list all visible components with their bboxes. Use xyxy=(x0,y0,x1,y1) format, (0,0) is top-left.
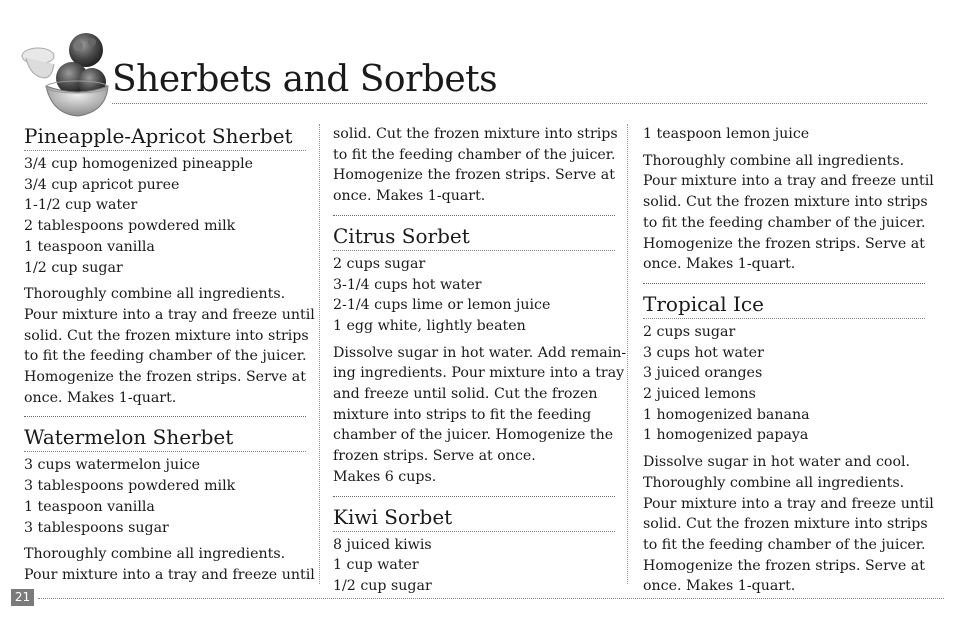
method-line: Thoroughly combine all ingredients. xyxy=(643,474,905,491)
method-line: solid. Cut the frozen mixture into strips xyxy=(643,194,928,211)
method-line: Thoroughly combine all ingredients. xyxy=(643,152,905,169)
method-line: solid. Cut the frozen mixture into strips xyxy=(643,516,928,533)
method-line: Pour mixture into a tray and freeze until xyxy=(24,306,315,323)
recipe-tropical-ice xyxy=(643,291,934,597)
column-3 xyxy=(643,124,934,597)
method-line: to fit the feeding chamber of the juicer. xyxy=(24,348,307,365)
ingredient-list xyxy=(643,322,925,446)
ingredient: 3 tablespoons powdered milk xyxy=(24,478,236,495)
recipe-title: Watermelon Sherbet xyxy=(24,425,306,452)
method-line: chamber of the juicer. Homogenize the xyxy=(333,427,614,444)
sherbet-bowl-image xyxy=(16,28,112,118)
title-divider xyxy=(112,103,927,104)
ingredient: 1 homogenized papaya xyxy=(643,427,809,444)
ingredient: 2 juiced lemons xyxy=(643,386,756,403)
ingredient: 1 homogenized banana xyxy=(643,406,810,423)
recipe-title: Pineapple-Apricot Sherbet xyxy=(24,124,306,151)
method-line: solid. Cut the frozen mixture into strips xyxy=(24,327,309,344)
recipe-citrus-sorbet xyxy=(333,223,627,488)
ingredient: 2 cups sugar xyxy=(643,323,736,340)
ingredient: 1 teaspoon vanilla xyxy=(24,498,155,515)
page-number: 21 xyxy=(11,589,34,606)
recipe-divider xyxy=(333,496,615,497)
recipe-kiwi-sorbet xyxy=(333,505,615,597)
method-line: Dissolve sugar in hot water. Add remain- xyxy=(333,344,627,361)
method-line: Homogenize the frozen strips. Serve at xyxy=(643,557,925,574)
method-line: Homogenize the frozen strips. Serve at xyxy=(333,167,615,184)
column-separator xyxy=(627,124,628,584)
method-line: once. Makes 1-quart. xyxy=(24,389,177,406)
ingredient: 3/4 cup homogenized pineapple xyxy=(24,156,254,172)
column-2 xyxy=(333,124,627,603)
ingredient: 1-1/2 cup water xyxy=(24,197,138,214)
method-line: mixture into strips to fit the feeding xyxy=(333,406,592,423)
ingredient: 1 cup water xyxy=(333,557,419,574)
method-line: once. Makes 1-quart. xyxy=(643,256,796,273)
recipe-method xyxy=(333,343,627,488)
recipe-pineapple-apricot-sherbet xyxy=(24,124,315,408)
recipe-method xyxy=(24,544,315,585)
method-line: Homogenize the frozen strips. Serve at xyxy=(643,235,925,252)
method-line: Thoroughly combine all ingredients. xyxy=(24,546,286,563)
method-line: Pour mixture into a tray and freeze until xyxy=(643,495,934,512)
ingredient: 1/2 cup sugar xyxy=(333,577,432,594)
ingredient: 3 cups watermelon juice xyxy=(24,457,200,474)
recipe-method xyxy=(643,151,934,275)
ingredient-list xyxy=(333,535,615,597)
method-line: Makes 6 cups. xyxy=(333,468,437,485)
method-line: solid. Cut the frozen mixture into strips xyxy=(333,126,618,142)
recipe-title: Kiwi Sorbet xyxy=(333,505,615,532)
ingredient: 3-1/4 cups hot water xyxy=(333,276,482,293)
recipe-title: Citrus Sorbet xyxy=(333,224,615,251)
ingredient: 1/2 cup sugar xyxy=(24,259,123,276)
ingredient: 1 teaspoon vanilla xyxy=(24,238,155,255)
recipe-divider xyxy=(643,283,925,284)
column-separator xyxy=(319,124,320,584)
recipe-method xyxy=(643,452,934,597)
column-1 xyxy=(24,124,315,586)
method-line: Homogenize the frozen strips. Serve at xyxy=(24,369,306,386)
recipe-divider xyxy=(333,215,615,216)
recipe-title: Tropical Ice xyxy=(643,292,925,319)
ingredient: 8 juiced kiwis xyxy=(333,536,432,553)
footer-divider xyxy=(38,598,944,599)
method-line: once. Makes 1-quart. xyxy=(643,578,796,595)
recipe-divider xyxy=(24,416,306,417)
method-line: to fit the feeding chamber of the juicer. xyxy=(333,146,616,163)
method-line: Thoroughly combine all ingredients. xyxy=(24,286,286,303)
ingredient: 3 tablespoons sugar xyxy=(24,519,169,536)
ingredient: 3/4 cup apricot puree xyxy=(24,176,180,193)
method-line: once. Makes 1-quart. xyxy=(333,188,486,205)
ingredient: 2-1/4 cups lime or lemon juice xyxy=(333,297,551,314)
method-line: Pour mixture into a tray and freeze until xyxy=(643,173,934,190)
method-line: frozen strips. Serve at once. xyxy=(333,448,536,465)
method-line: and freeze until solid. Cut the frozen xyxy=(333,386,598,403)
method-line: ing ingredients. Pour mixture into a tray xyxy=(333,365,625,382)
ingredient: 1 teaspoon lemon juice xyxy=(643,126,810,142)
method-line: to fit the feeding chamber of the juicer. xyxy=(643,214,926,231)
ingredient-list xyxy=(24,154,306,278)
ingredient: 3 cups hot water xyxy=(643,344,764,361)
page-title: Sherbets and Sorbets xyxy=(112,59,498,100)
recipe-method xyxy=(24,284,315,408)
ingredient-list-continued xyxy=(643,124,925,145)
ingredient: 1 egg white, lightly beaten xyxy=(333,317,526,334)
method-line: Pour mixture into a tray and freeze until xyxy=(24,566,315,583)
ingredient-list xyxy=(24,455,306,538)
ingredient: 2 tablespoons powdered milk xyxy=(24,218,236,235)
ingredient: 3 juiced oranges xyxy=(643,365,763,382)
ingredient-list xyxy=(333,254,615,337)
method-line: Dissolve sugar in hot water and cool. xyxy=(643,454,911,471)
recipe-method-continued xyxy=(333,124,618,207)
method-line: to fit the feeding chamber of the juicer. xyxy=(643,536,926,553)
ingredient: 2 cups sugar xyxy=(333,255,426,272)
recipe-watermelon-sherbet xyxy=(24,425,315,585)
